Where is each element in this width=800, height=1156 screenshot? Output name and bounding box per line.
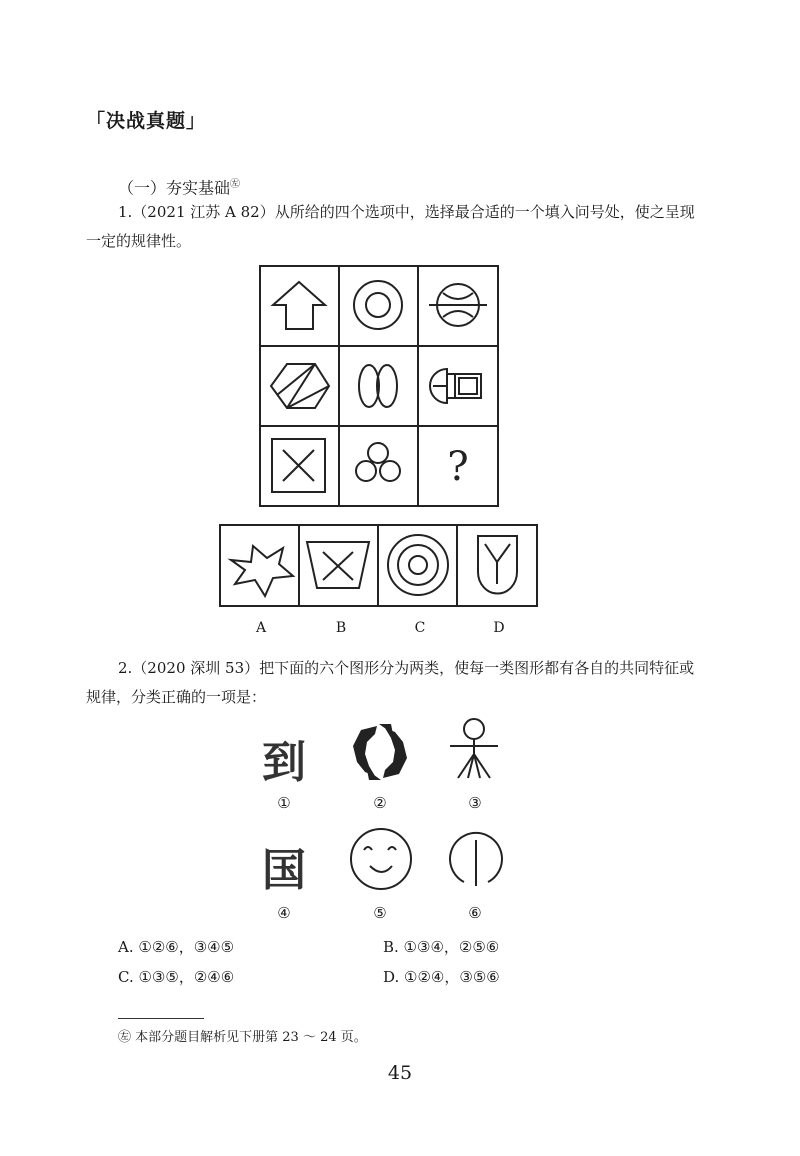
answer-choice-d[interactable]: D. ①②④，③⑤⑥ <box>383 968 500 986</box>
cell-concentric-circles <box>354 281 402 329</box>
cell-hexagon <box>271 364 329 408</box>
footnote-marker: ㊧ <box>230 179 241 190</box>
figure-6-power-symbol <box>446 828 506 890</box>
footnote: ㊧ 本部分题目解析见下册第 23 ～ 24 页。 <box>118 1030 367 1045</box>
option-label-a: A <box>255 620 267 636</box>
question-1-text: 1.（2021 江苏 A 82）从所给的四个选项中，选择最合适的一个填入问号处，使之呈现一定的规律性。 <box>86 203 695 250</box>
figure-4-character: 国 <box>262 845 306 896</box>
answer-choice-b[interactable]: B. ①③④，②⑤⑥ <box>383 938 500 956</box>
cell-ball-with-line <box>429 284 487 326</box>
option-c-target <box>388 535 448 595</box>
cell-three-circles <box>356 443 400 481</box>
figure-label-1: ① <box>277 794 291 812</box>
page-number: 45 <box>387 1062 413 1084</box>
figure-2-recycle <box>347 722 413 782</box>
subsection-title-text: （一）夯实基础 <box>118 178 231 198</box>
figure-label-3: ③ <box>468 794 482 812</box>
question-2-text: 2.（2020 深圳 53）把下面的六个图形分为两类，使每一类图形都有各自的共同特征或规律，分类正确的一项是： <box>86 659 695 706</box>
option-label-d: D <box>493 620 505 636</box>
figure-5-smiley <box>348 826 414 892</box>
answer-choice-a[interactable]: A. ①②⑥，③④⑤ <box>118 938 235 956</box>
question-1-grid <box>259 265 499 507</box>
figure-1-character: 到 <box>262 737 306 788</box>
cell-two-ovals <box>359 365 397 407</box>
option-d-shield-y <box>478 536 517 594</box>
option-label-c: C <box>414 620 426 636</box>
answer-choice-c[interactable]: C. ①③⑤，②④⑥ <box>118 968 235 986</box>
cell-square-x <box>272 439 325 492</box>
figure-label-6: ⑥ <box>468 904 482 922</box>
option-b-trapezoid-x <box>307 542 369 588</box>
figure-label-5: ⑤ <box>373 904 387 922</box>
figure-3-stick-figure <box>446 716 502 782</box>
footnote-divider <box>118 1018 204 1019</box>
figure-label-2: ② <box>373 794 387 812</box>
cell-arrow-up <box>273 282 325 329</box>
question-mark: ? <box>447 444 469 490</box>
cell-bolt <box>430 369 481 403</box>
section-title: 「决战真题」 <box>86 110 207 132</box>
option-label-b: B <box>335 620 347 636</box>
option-a-star <box>231 546 293 596</box>
figure-label-4: ④ <box>277 904 291 922</box>
question-1-options <box>219 524 539 608</box>
subsection-title <box>118 175 240 198</box>
